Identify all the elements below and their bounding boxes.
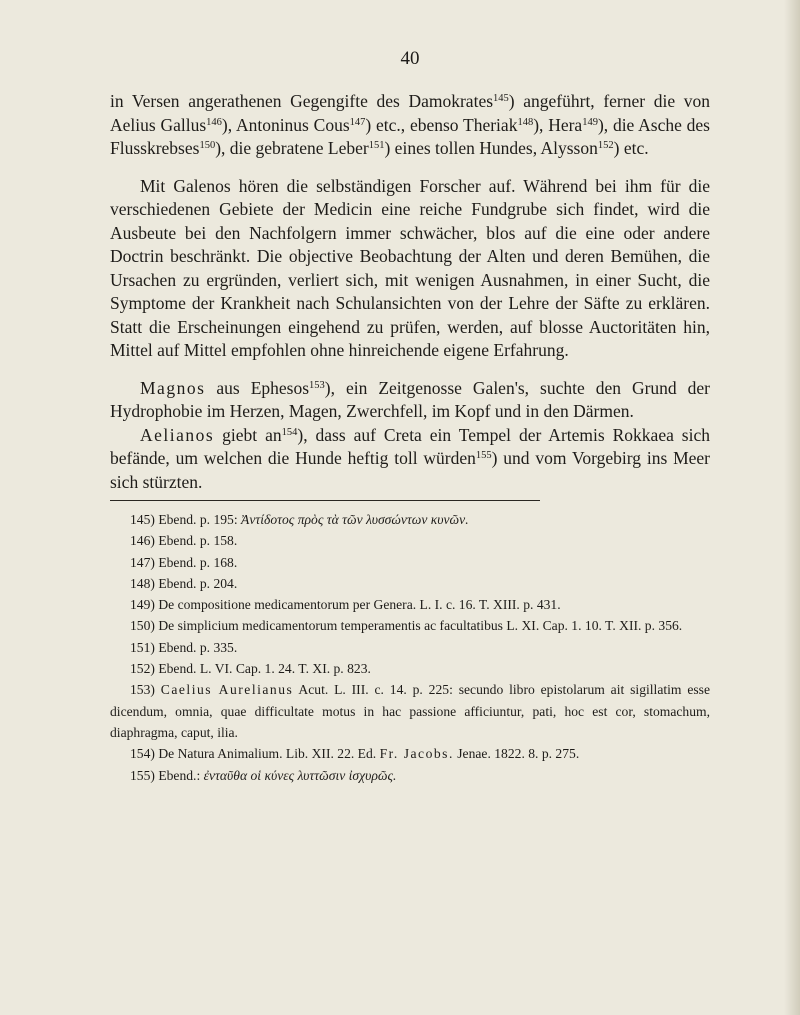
text: ), Antoninus Cous [221,114,350,135]
footnote-number: 147) [130,554,155,570]
footnote-text: Ebend. p. 195: [158,512,238,527]
footnote-text: Ebend.: [158,767,201,783]
footnote-ref: 149 [582,116,598,128]
footnote-148 [110,573,710,594]
footnote-ref: 153 [309,379,325,391]
greek-text: ἐνταῦθα οἱ κύνες λυττῶσιν ἰσχυρῶς. [203,767,397,783]
footnote-154 [110,743,710,764]
footnote-number: 154) [130,746,155,762]
footnote-number: 155) [130,767,155,783]
footnote-text: Ebend. p. 204. [158,575,238,591]
text: ), Hera [533,114,583,135]
text: aus Ephesos [205,377,310,398]
footnote-text: De simplicium medicamentorum temperamentis ac facultatibus L. XI. Cap. 1. 10. T. XII. p. 356. [158,618,683,634]
footnote-149 [110,594,710,615]
footnote-text: Ebend. p. 335. [158,639,238,655]
footnote-number: 146) [130,533,155,549]
footnote-number: 150) [130,618,155,634]
greek-text: Ἀντίδοτος πρὸς τὰ τῶν λυσσώντων κυνῶν. [241,512,469,527]
text: ), die Asche des Flusskrebses [110,114,710,158]
footnote-number: 149) [130,597,155,613]
footnote-ref: 154 [281,426,298,438]
text: ) eines tollen Hundes, Alysson [384,138,598,158]
text: ) etc. [613,138,649,158]
footnote-text: Ebend. p. 168. [158,554,238,570]
footnote-ref: 146 [206,116,222,128]
footnote-155 [110,765,710,786]
paragraph-galenos: Mit Galenos hören die selbständigen Forscher auf. Während bei ihm für die verschiedenen Gebiete der Medicin eine reiche Fundgrube sich findet, wird die Ausbeute bei den Nachfolgern immer schwächer, blos auf die eine oder andere Doctrin beschränkt. Die objective Beobachtung der Alten und deren Bemühen, die Ursachen zu ergründen, verliert sich, mit wenigen Ausnahmen, in einer Sucht, die Symptome der Krankheit nach Schulansichten von der Lehre der Säfte zu erklären. Statt die Erscheinungen eingehend zu prüfen, werden, auf blosse Auctoritäten hin, Mittel auf Mittel empfohlen ohne hinreichende eigene Erfahrung. [110,175,710,360]
footnote-151 [110,637,710,658]
text: ) und vom Vorgebirg ins Meer sich stürzten. [110,448,710,492]
footnote-ref: 147 [349,116,366,128]
footnote-number: 151) [130,639,155,655]
footnote-number: 148) [130,575,155,591]
text: ) angeführt, ferner die von Aelius Gallus [110,91,710,135]
footnote-145 [110,509,710,530]
footnote-ref: 145 [493,93,509,104]
text: in Versen angerathenen Gegengifte des Damokrates [110,91,494,111]
text: ), ein Zeitgenosse Galen's, suchte den Grund der Hydrophobie im Herzen, Magen, Zwerchfell, im Kopf und in den Därmen. [110,377,711,421]
text: ) etc., ebenso Theriak [365,114,518,135]
person-name: Caelius Aurelianus [160,682,294,698]
footnote-146 [110,530,710,551]
paragraph-antidotes [110,90,710,161]
footnote-divider [110,500,540,501]
footnote-number: 145) [130,512,155,527]
footnote-number: 153) [130,682,155,698]
text: ), die gebratene Leber [215,138,369,158]
footnote-text: De compositione medicamentorum per Genera. L. I. c. 16. T. XIII. p. 431. [158,597,561,613]
footnote-153 [110,679,710,743]
footnote-text: Ebend. L. VI. Cap. 1. 24. T. XI. p. 823. [158,661,371,677]
footnote-text: Acut. L. III. c. 14. p. 225: secundo libro epistolarum ait sigillatim esse dicendum, omnia, quae difficultate motus in hac passione afficiuntur, pati, hoc est cor, stomachum, diaphragma, caput, ilia. [110,682,710,740]
footnote-text: De Natura Animalium. Lib. XII. 22. Ed. [158,746,377,762]
text: ), dass auf Creta ein Tempel der Artemis Rokkaea sich befände, um welchen die Hunde heftig toll würden [110,424,711,468]
footnote-ref: 151 [368,140,385,151]
footnote-number: 152) [130,661,155,677]
footnote-147 [110,552,710,573]
person-name: Magnos [140,377,206,398]
footnote-ref: 155 [475,450,492,461]
paragraph-aelianos [110,424,710,495]
footnote-ref: 150 [199,140,216,151]
footnote-text: Ebend. p. 158. [158,533,238,549]
footnote-152 [110,658,710,679]
paragraph-magnos [110,377,710,424]
footnote-ref: 152 [597,140,614,151]
person-name: Aelianos [140,424,215,445]
page-number: 40 [400,48,420,69]
footnote-text: Jenae. 1822. 8. p. 275. [457,746,580,762]
page-edge-shadow [784,0,800,1015]
person-name: Fr. Jacobs. [379,746,454,762]
footnote-ref: 148 [517,116,534,128]
text: giebt an [214,424,282,445]
footnotes [110,509,710,786]
footnote-150 [110,615,710,636]
